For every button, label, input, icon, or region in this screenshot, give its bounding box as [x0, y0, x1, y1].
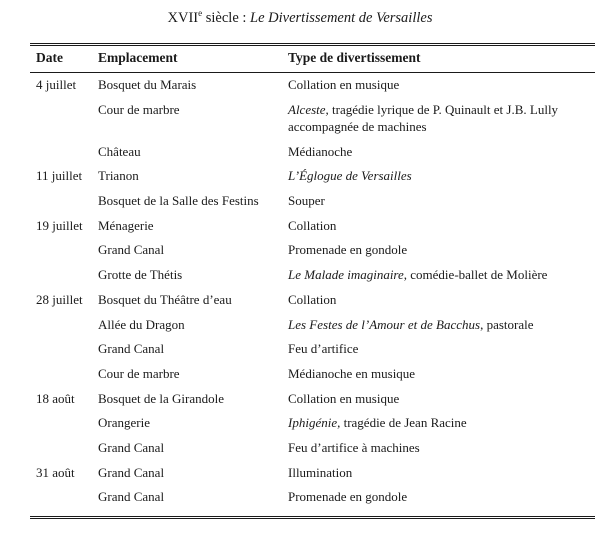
table-row — [30, 387, 595, 412]
table-row — [30, 485, 595, 510]
cell-location: Grand Canal — [98, 439, 165, 455]
cell-type-text: Médianoche en musique — [288, 365, 416, 381]
cell-date — [30, 411, 98, 436]
cell-location: Grand Canal — [98, 341, 165, 357]
cell-location: Cour de marbre — [98, 101, 180, 117]
schedule-table-wrapper — [30, 43, 595, 519]
cell-location: Allée du Dragon — [98, 316, 185, 332]
table-row — [30, 337, 595, 362]
cell-location: Trianon — [98, 168, 139, 184]
cell-type — [288, 485, 595, 510]
cell-type-text: tragédie de Jean Racine — [340, 415, 467, 431]
cell-location: Bosquet du Théâtre d’eau — [98, 291, 232, 307]
cell-type — [288, 288, 595, 313]
cell-type — [288, 387, 595, 412]
cell-date — [30, 313, 98, 338]
cell-type-text: tragédie lyrique de P. Quinault et J.B. Lully accompagnée de machines — [288, 101, 559, 134]
cell-date — [30, 98, 98, 140]
cell-date: 31 août — [36, 464, 75, 480]
schedule-table — [30, 46, 595, 510]
cell-date — [30, 238, 98, 263]
cell-date: 28 juillet — [36, 291, 83, 307]
table-row — [30, 263, 595, 288]
page-title — [0, 10, 600, 27]
table-row — [30, 288, 595, 313]
cell-type — [288, 189, 595, 214]
cell-location: Ménagerie — [98, 217, 154, 233]
header-row — [30, 46, 595, 70]
table-row — [30, 164, 595, 189]
cell-date — [30, 140, 98, 165]
cell-location: Grand Canal — [98, 242, 165, 258]
cell-date — [30, 263, 98, 288]
cell-type — [288, 238, 595, 263]
cell-location: Bosquet de la Girandole — [98, 390, 224, 406]
cell-location: Orangerie — [98, 415, 150, 431]
table-row — [30, 411, 595, 436]
cell-type — [288, 214, 595, 239]
table-row — [30, 189, 595, 214]
cell-type-text: Promenade en gondole — [288, 242, 408, 258]
header-type: Type de divertissement — [288, 50, 421, 65]
cell-location: Bosquet du Marais — [98, 77, 197, 92]
cell-location: Grand Canal — [98, 464, 165, 480]
cell-date: 11 juillet — [36, 168, 83, 184]
header-location: Emplacement — [98, 50, 178, 65]
cell-type-text: Feu d’artifice — [288, 341, 359, 357]
cell-type-italic: Le Malade imaginaire — [288, 267, 404, 283]
cell-type-text: Feu d’artifice à machines — [288, 439, 420, 455]
cell-type-italic: Iphigénie, — [288, 415, 341, 431]
title-italic: Le Divertissement de Versailles — [250, 10, 433, 26]
cell-type — [288, 140, 595, 165]
cell-type — [288, 263, 595, 288]
cell-type-text: Collation en musique — [288, 390, 400, 406]
cell-type — [288, 461, 595, 486]
cell-type-text: Illumination — [288, 464, 353, 480]
cell-location: Grotte de Thétis — [98, 267, 183, 283]
table-row — [30, 238, 595, 263]
table-row — [30, 73, 595, 98]
cell-type — [288, 362, 595, 387]
cell-location: Château — [98, 143, 141, 159]
cell-date — [30, 189, 98, 214]
table-row — [30, 362, 595, 387]
cell-date — [30, 436, 98, 461]
table-body — [30, 70, 595, 510]
cell-location: Grand Canal — [98, 489, 165, 505]
cell-type-text: , pastorale — [480, 316, 534, 332]
table-row — [30, 436, 595, 461]
cell-type-italic: L’Églogue de Versailles — [288, 168, 412, 184]
cell-type — [288, 164, 595, 189]
title-roman: XVII — [167, 10, 199, 26]
cell-type — [288, 411, 595, 436]
cell-date: 4 juillet — [36, 77, 77, 92]
cell-type — [288, 98, 595, 140]
cell-location: Bosquet de la Salle des Festins — [98, 193, 259, 209]
bottom-double-rule — [30, 516, 595, 519]
cell-type-text: Collation — [288, 217, 337, 233]
cell-type — [288, 436, 595, 461]
cell-type-text: Collation — [288, 291, 337, 307]
cell-type — [288, 73, 595, 98]
cell-date: 19 juillet — [36, 217, 83, 233]
table-row — [30, 313, 595, 338]
cell-type-text: Médianoche — [288, 143, 353, 159]
table-row — [30, 98, 595, 140]
cell-date: 18 août — [36, 390, 75, 406]
title-superscript: e — [198, 8, 203, 19]
cell-date — [30, 337, 98, 362]
table-row — [30, 214, 595, 239]
table-row — [30, 461, 595, 486]
title-mid: siècle : — [202, 10, 251, 26]
cell-type-text: Promenade en gondole — [288, 489, 408, 505]
cell-date — [30, 485, 98, 510]
header-date: Date — [36, 50, 63, 65]
cell-type-text: Collation en musique — [288, 77, 400, 92]
table-row — [30, 140, 595, 165]
cell-location: Cour de marbre — [98, 365, 180, 381]
cell-type-italic: Alceste, — [288, 101, 329, 117]
cell-type-italic: Les Festes de l’Amour et de Bacchus — [288, 316, 481, 332]
cell-type — [288, 313, 595, 338]
cell-type — [288, 337, 595, 362]
cell-type-text: , comédie-ballet de Molière — [403, 267, 548, 283]
cell-type-text: Souper — [288, 193, 325, 209]
cell-date — [30, 362, 98, 387]
